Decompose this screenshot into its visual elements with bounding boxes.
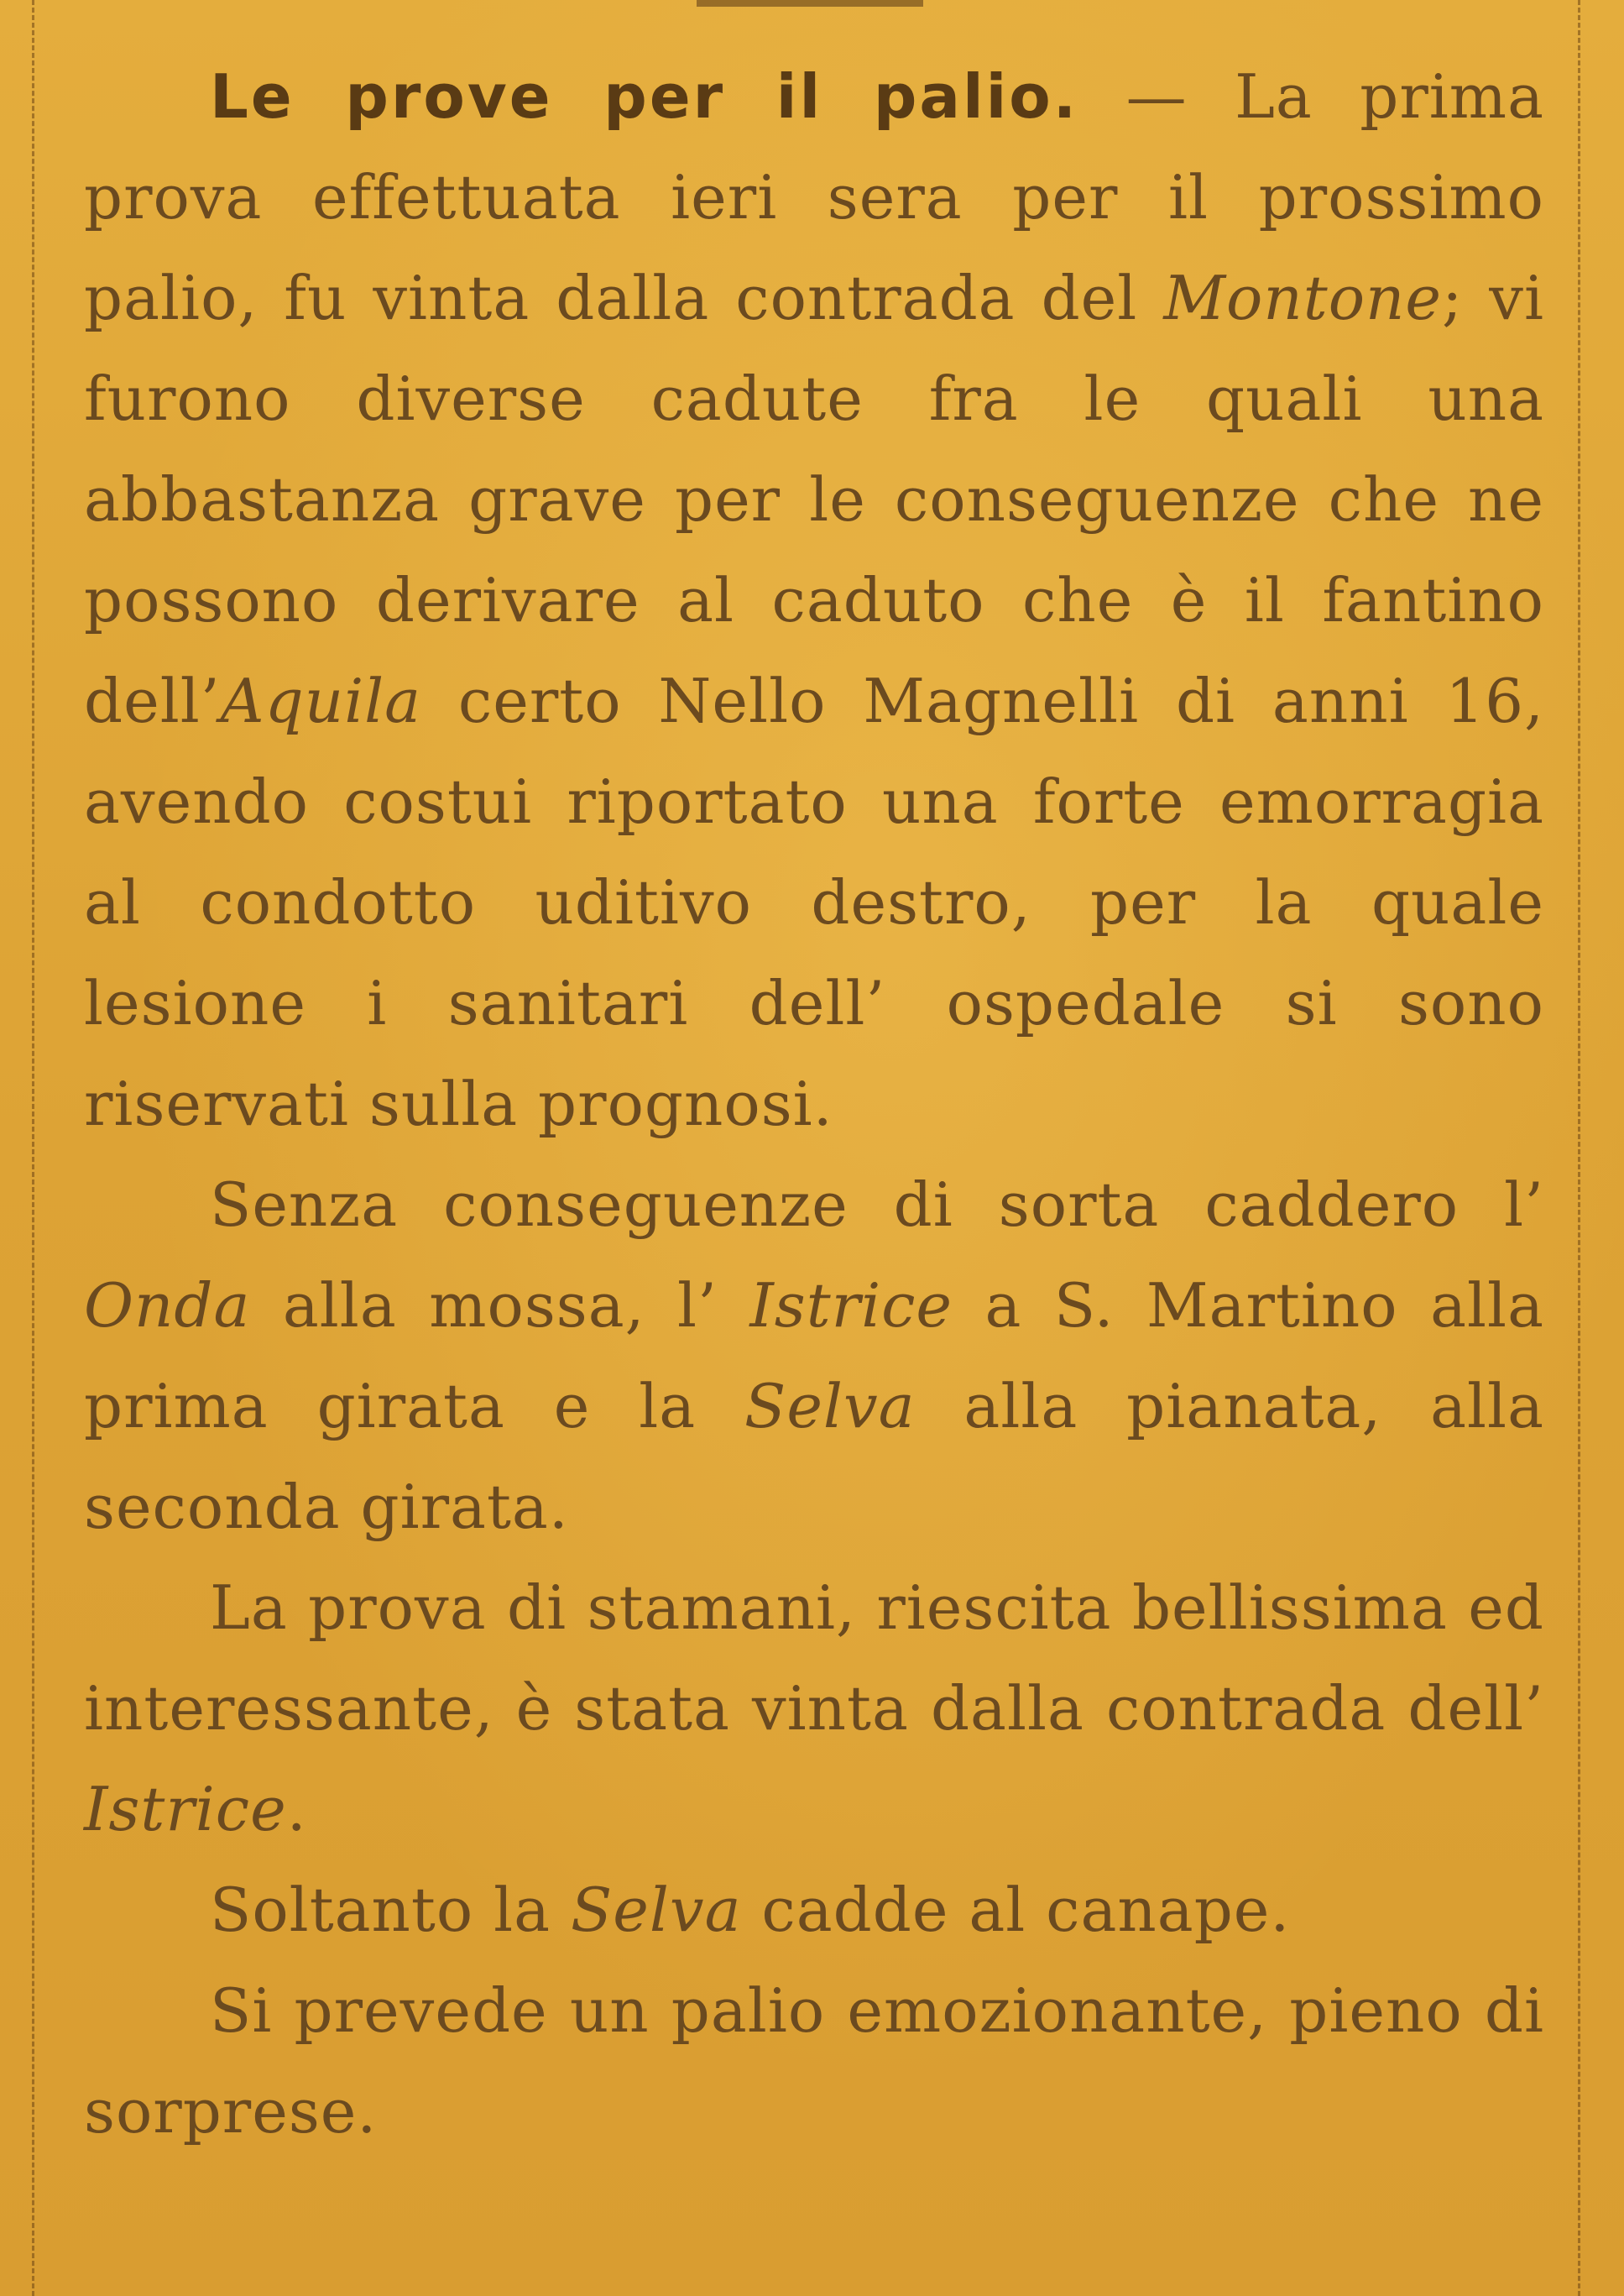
- column-top-rule: [697, 0, 923, 7]
- paragraph-1: [84, 46, 1544, 1154]
- p3-text-1: La prova di stamani, riescita bellissima ed interessante, è stata vinta dalla contrada dell’: [84, 1572, 1544, 1744]
- p1-text-1: La prima prova effettuata ieri sera per il prossimo palio, fu vinta dalla contrada del: [84, 61, 1545, 333]
- p2-text-4: alla pianata, alla seconda girata.: [84, 1371, 1544, 1542]
- headline-dash: —: [1078, 61, 1235, 132]
- p2-text-2: alla mossa, l’: [250, 1270, 750, 1341]
- article-body: [84, 46, 1544, 2162]
- p1-contrada-aquila: Aquila: [220, 666, 422, 736]
- p1-contrada-montone: Montone: [1163, 263, 1443, 333]
- paragraph-2: [84, 1154, 1544, 1557]
- paragraph-5: [84, 1960, 1544, 2162]
- paragraph-3: [84, 1557, 1544, 1859]
- p2-contrada-onda: Onda: [84, 1270, 251, 1341]
- p2-contrada-istrice: Istrice: [749, 1270, 953, 1341]
- right-column-rule: [1578, 0, 1580, 2296]
- p4-text-2: cadde al canape.: [741, 1875, 1291, 1945]
- p4-text-1: Soltanto la: [210, 1875, 571, 1945]
- p1-text-2: ; vi furono diverse cadute fra le quali una abbastanza grave per le conseguenze che ne possono derivare al caduto che è il fantino dell’: [84, 263, 1544, 736]
- p2-text-3: a S. Martino alla prima girata e la: [84, 1270, 1544, 1441]
- p3-contrada-istrice: Istrice: [84, 1774, 287, 1844]
- p4-contrada-selva: Selva: [570, 1875, 742, 1945]
- p2-text-1: Senza conseguenze di sorta caddero l’: [210, 1169, 1544, 1240]
- p1-text-3: certo Nello Magnelli di anni 16, avendo costui riportato una forte emorragia al condotto uditivo destro, per la quale lesione i sanitari dell’ ospedale si sono riservati sulla prognosi.: [84, 666, 1544, 1139]
- article-headline: Le prove per il palio.: [210, 61, 1079, 132]
- p2-contrada-selva: Selva: [744, 1371, 916, 1441]
- left-column-rule: [32, 0, 34, 2296]
- paragraph-4: [84, 1859, 1544, 1960]
- p5-text-1: Si prevede un palio emozionante, pieno di sorprese.: [84, 1975, 1544, 2147]
- p3-text-2: .: [286, 1774, 307, 1844]
